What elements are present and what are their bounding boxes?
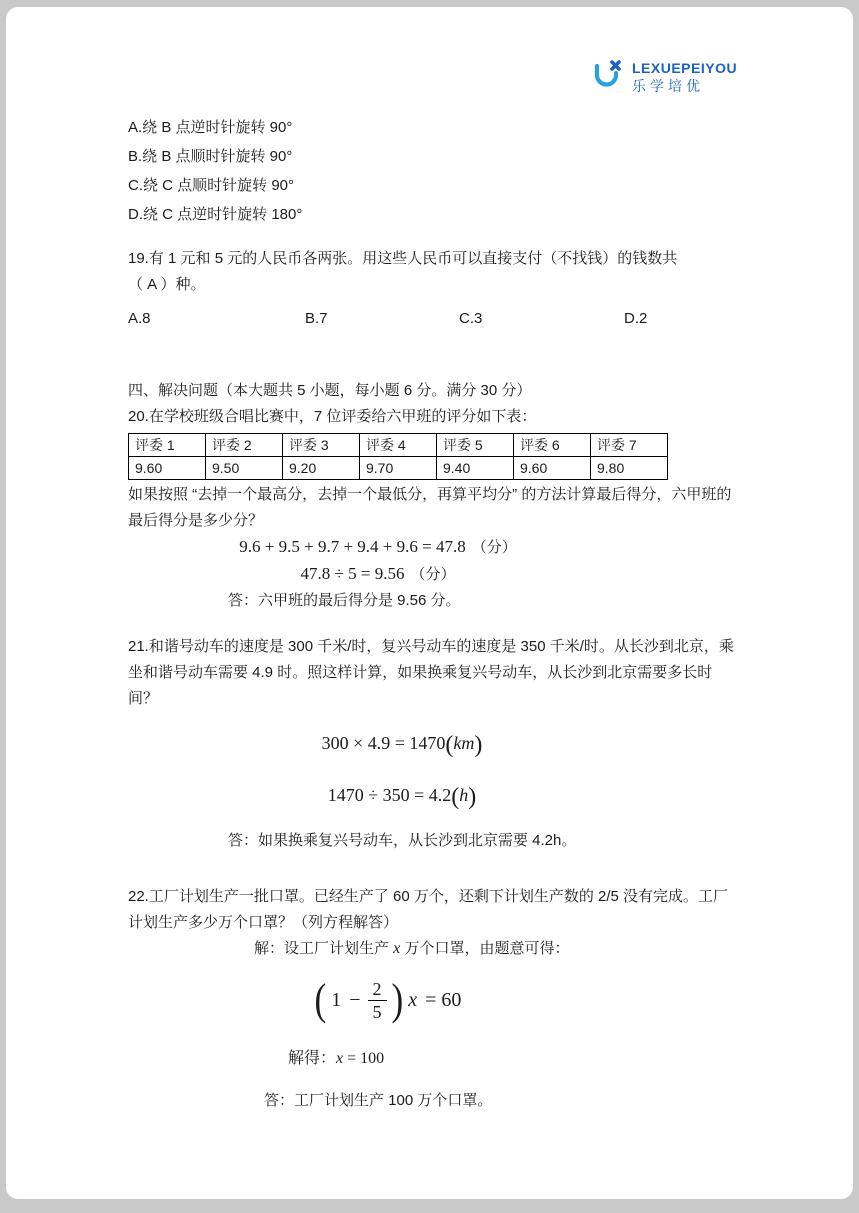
question-18-option-a: A.绕 B 点逆时针旋转 90° [128,119,293,136]
solve-suffix: 万个口罩，由题意可得： [400,940,570,957]
question-18-option-b: B.绕 B 点顺时针旋转 90° [128,148,293,165]
equation-expression: 9.6 + 9.5 + 9.7 + 9.4 + 9.6 = 47.8 [239,537,466,556]
solve-variable: x [393,940,401,957]
score-table-header-cell: 评委 7 [591,434,668,457]
question-19-stem-line2: （ A ）种。 [128,276,206,293]
equation-expression: 47.8 ÷ 5 = 9.56 [300,564,405,583]
score-table-value-row [129,457,668,480]
question-18-option-c: C.绕 C 点顺时针旋转 90° [128,177,295,194]
equation-rhs: = 60 [425,989,462,1011]
judge-score-table [128,433,668,480]
question-19-choice-a: A.8 [128,310,151,327]
question-21-stem: 21.和谐号动车的速度是 300 千米/时，复兴号动车的速度是 350 千米/时。从长沙到北京，乘坐和谐号动车需要 4.9 时。照这样计算，如果换乘复兴号动车，从长沙到北京需要多长时间？ [128,638,734,707]
document-content [128,7,740,1114]
score-table-header-row [129,434,668,457]
score-table-header-cell: 评委 2 [206,434,283,457]
question-21-answer: 答：如果换乘复兴号动车，从长沙到北京需要 4.2h。 [228,832,577,849]
equation-unit: （分） [410,566,456,583]
result-prefix: 解得： [288,1050,337,1067]
fraction-two-fifths [368,979,387,1022]
equation-expression: 1470 ÷ 350 = 4.2 [327,785,452,805]
question-19-choice-d: D.2 [624,310,648,327]
score-table-value-cell: 9.60 [129,457,206,480]
result-value: = 100 [343,1050,385,1067]
score-table-header-cell: 评委 3 [283,434,360,457]
score-table-value-cell: 9.80 [591,457,668,480]
question-19-choices [128,306,740,332]
question-19-choice-b: B.7 [305,310,328,327]
score-table-header-cell: 评委 5 [437,434,514,457]
score-table-value-cell: 9.40 [437,457,514,480]
right-paren: ) [474,732,483,758]
question-22-stem: 22.工厂计划生产一批口罩。已经生产了 60 万个，还剩下计划生产数的 2/5 没有完成。工厂计划生产多少万个口罩？（列方程解答） [128,888,729,931]
left-paren: ( [445,732,454,758]
equation-variable: x [408,989,418,1011]
score-table-header-cell: 评委 6 [514,434,591,457]
logo-brand-chinese: 乐学培优 [632,77,704,94]
left-paren: ( [314,975,326,1024]
equation-one: 1 [331,989,342,1011]
question-20-equation-1 [128,534,740,561]
fraction-denominator: 5 [372,1001,382,1022]
question-19-stem-line1: 19.有 1 元和 5 元的人民币各两张。用这些人民币可以直接支付（不找钱）的钱数共 [128,250,678,267]
fraction-numerator: 2 [368,979,387,1001]
question-21-equation-1 [128,724,740,764]
question-21-equation-2 [128,776,740,816]
question-19 [128,246,740,332]
question-20 [128,404,740,614]
score-table-value-cell: 9.50 [206,457,283,480]
question-18-option-d: D.绕 C 点逆时针旋转 180° [128,206,303,223]
equation-expression: 300 × 4.9 = 1470 [321,733,446,753]
score-table-header-cell: 评委 4 [360,434,437,457]
question-21 [128,634,740,854]
score-table-header-cell: 评委 1 [129,434,206,457]
document-page [6,7,853,1199]
score-table-value-cell: 9.20 [283,457,360,480]
section-4-heading: 四、解决问题（本大题共 5 小题，每小题 6 分。满分 30 分） [128,382,532,399]
question-22-answer: 答：工厂计划生产 100 万个口罩。 [264,1092,493,1109]
question-22-result [288,1046,740,1072]
question-22-equation [128,974,740,1026]
question-22-solve-setup [254,936,740,962]
question-20-method-text: 如果按照 “去掉一个最高分，去掉一个最低分，再算平均分” 的方法计算最后得分，六甲班的最后得分是多少分？ [128,486,732,529]
equation-unit: km [453,733,475,753]
left-paren: ( [451,784,460,810]
question-22 [128,884,740,1114]
logo-brand-text: LEXUEPEIYOU [632,59,738,76]
equation-unit: h [459,785,469,805]
score-table-value-cell: 9.70 [360,457,437,480]
solve-prefix: 解：设工厂计划生产 [254,940,394,957]
minus-sign: − [349,989,361,1011]
question-20-equation-2 [128,561,740,588]
question-18-options [128,113,740,229]
score-table-value-cell: 9.60 [514,457,591,480]
right-paren: ) [391,975,403,1024]
equation-unit: （分） [471,539,517,556]
result-variable: x [336,1050,344,1067]
question-20-stem: 20.在学校班级合唱比赛中，7 位评委给六甲班的评分如下表： [128,408,537,425]
right-paren: ) [468,784,477,810]
question-19-choice-c: C.3 [459,310,483,327]
question-20-answer: 答：六甲班的最后得分是 9.56 分。 [228,592,461,609]
